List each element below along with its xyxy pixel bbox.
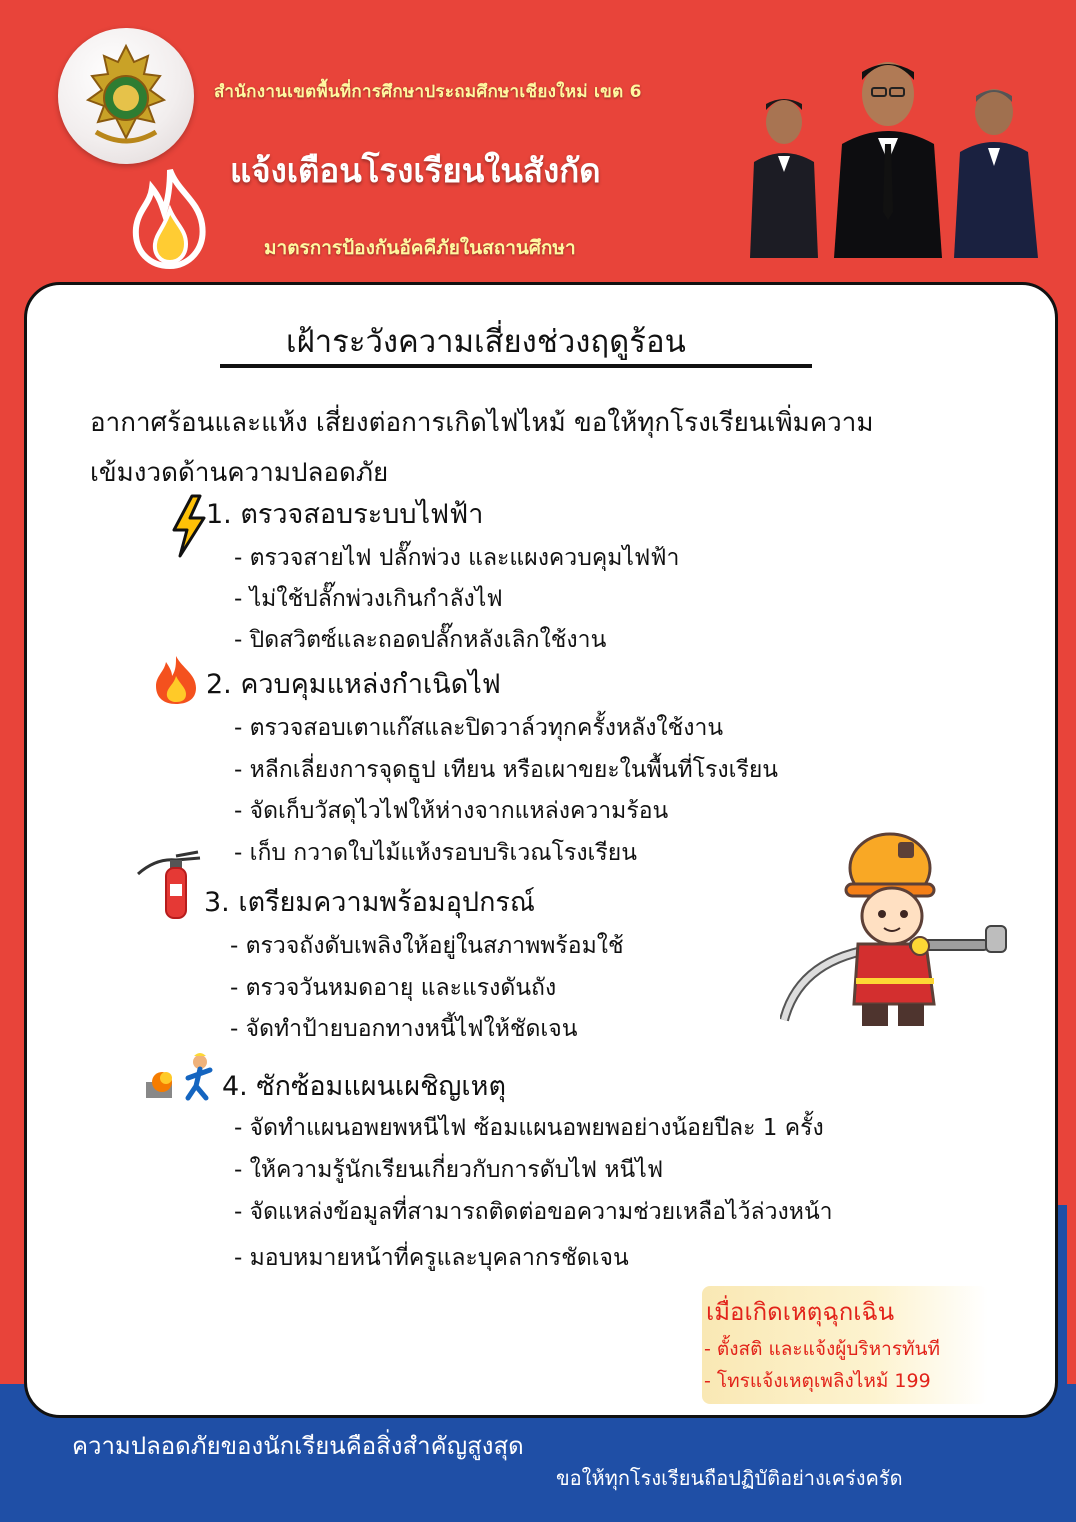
flame-icon — [124, 166, 216, 270]
fire-extinguisher-icon — [136, 848, 204, 920]
list-item: - จัดทำป้ายบอกทางหนี้ไฟให้ชัดเจน — [230, 1016, 578, 1042]
list-item: - มอบหมายหน้าที่ครูและบุคลากรชัดเจน — [234, 1245, 629, 1271]
evacuation-icon — [144, 1052, 220, 1102]
list-item: - ให้ความรู้นักเรียนเกี่ยวกับการดับไฟ หนีไฟ — [234, 1157, 664, 1183]
list-item: - ตรวจวันหมดอายุ และแรงดันถัง — [230, 975, 557, 1001]
intro-text — [90, 398, 1050, 498]
list-item: - ปิดสวิตซ์และถอดปลั๊กหลังเลิกใช้งาน — [234, 627, 607, 653]
intro-line-1: อากาศร้อนและแห้ง เสี่ยงต่อการเกิดไฟไหม้ ขอให้ทุกโรงเรียนเพิ่มความ — [90, 408, 874, 438]
subtitle: มาตรการป้องกันอัคคีภัยในสถานศึกษา — [264, 237, 576, 259]
organization-name: สำนักงานเขตพื้นที่การศึกษาประถมศึกษาเชียงใหม่ เขต 6 — [214, 82, 642, 102]
intro-line-2: เข้มงวดด้านความปลอดภัย — [90, 458, 389, 488]
emergency-line-2: - โทรแจ้งเหตุเพลิงไหม้ 199 — [704, 1370, 931, 1392]
section-heading-fire-sources: 2. ควบคุมแหล่งกำเนิดไฟ — [206, 669, 501, 700]
emergency-title: เมื่อเกิดเหตุฉุกเฉิน — [706, 1298, 895, 1326]
firefighter-illustration — [780, 828, 1016, 1028]
list-item: - เก็บ กวาดใบไม้แห้งรอบบริเวณโรงเรียน — [234, 840, 637, 866]
fire-icon — [152, 654, 200, 706]
list-item: - ตรวจถังดับเพลิงให้อยู่ในสภาพพร้อมใช้ — [230, 933, 624, 959]
list-item: - ตรวจสายไฟ ปลั๊กพ่วง และแผงควบคุมไฟฟ้า — [234, 545, 680, 571]
footer-line-1: ความปลอดภัยของนักเรียนคือสิ่งสำคัญสูงสุด — [72, 1432, 524, 1460]
title-underline — [220, 364, 812, 368]
list-item: - จัดแหล่งข้อมูลที่สามารถติดต่อขอความช่วยเหลือไว้ล่วงหน้า — [234, 1199, 833, 1225]
officials-photo — [748, 32, 1048, 258]
list-item: - ตรวจสอบเตาแก๊สและปิดวาล์วทุกครั้งหลังใช้งาน — [234, 715, 724, 741]
list-item: - จัดเก็บวัสดุไวไฟให้ห่างจากแหล่งความร้อน — [234, 798, 669, 824]
list-item: - ไม่ใช้ปลั๊กพ่วงเกินกำลังไฟ — [234, 586, 503, 612]
section-heading-drill: 4. ซักซ้อมแผนเผชิญเหตุ — [222, 1071, 506, 1102]
obec-emblem-logo — [58, 28, 194, 164]
page-title: เฝ้าระวังความเสี่ยงช่วงฤดูร้อน — [286, 324, 686, 360]
lightning-icon — [170, 494, 208, 558]
section-heading-electrical: 1. ตรวจสอบระบบไฟฟ้า — [206, 499, 484, 530]
alert-title: แจ้งเตือนโรงเรียนในสังกัด — [230, 151, 601, 190]
list-item: - หลีกเลี่ยงการจุดธูป เทียน หรือเผาขยะในพื้นที่โรงเรียน — [234, 757, 779, 783]
emergency-line-1: - ตั้งสติ และแจ้งผู้บริหารทันที — [704, 1338, 941, 1360]
footer-line-2: ขอให้ทุกโรงเรียนถือปฏิบัติอย่างเคร่งครัด — [556, 1466, 903, 1490]
section-heading-equipment: 3. เตรียมความพร้อมอุปกรณ์ — [204, 887, 535, 918]
list-item: - จัดทำแผนอพยพหนีไฟ ซ้อมแผนอพยพอย่างน้อยปีละ 1 ครั้ง — [234, 1115, 824, 1141]
